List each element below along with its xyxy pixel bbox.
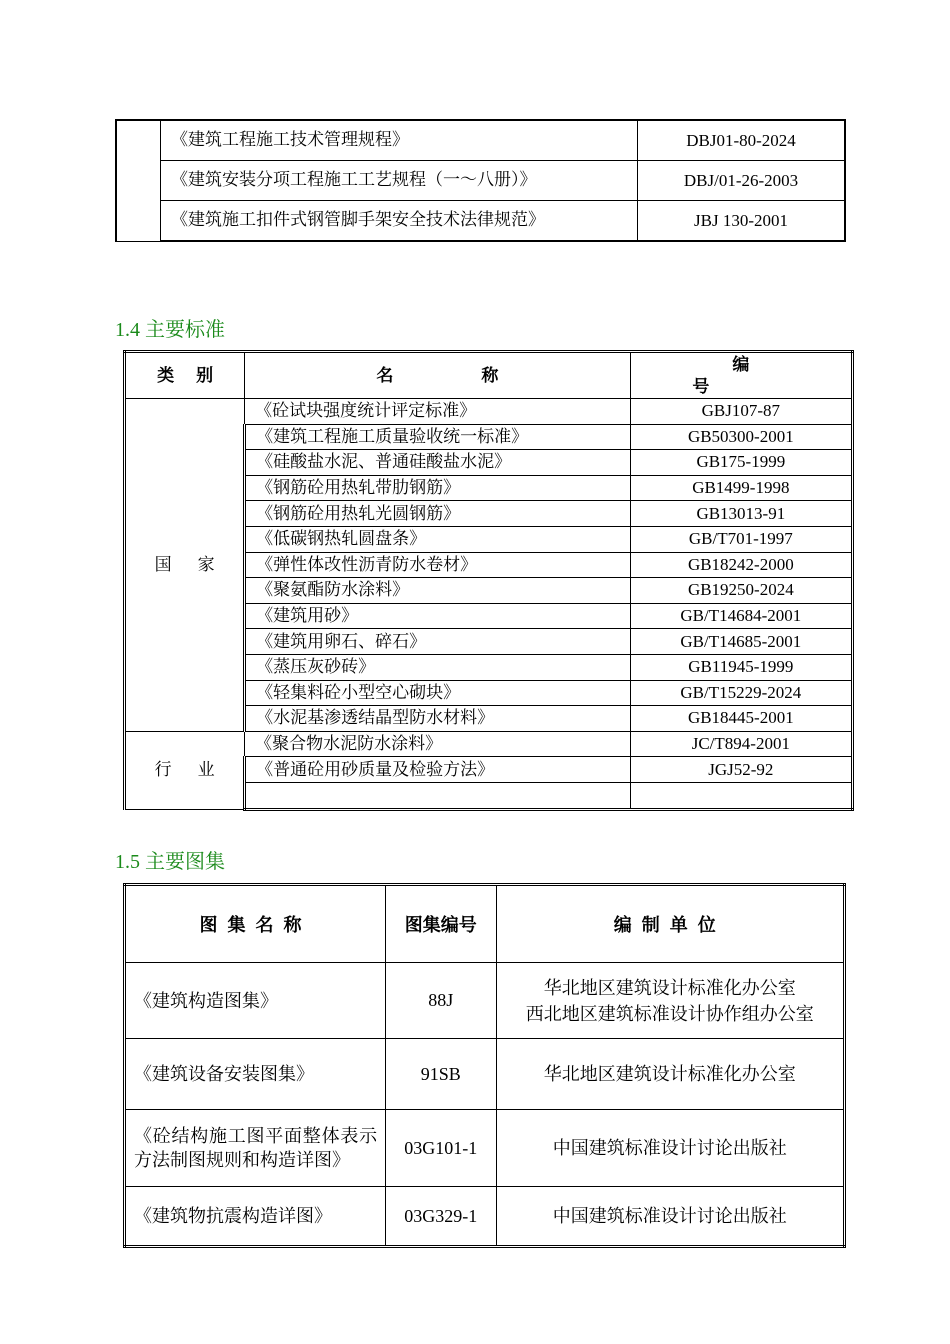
standard-name: 《轻集料砼小型空心砌块》 <box>245 680 631 706</box>
standard-code: GB175-1999 <box>630 450 852 476</box>
table-row <box>116 201 845 242</box>
atlas-name: 《砼结构施工图平面整体表示方法制图规则和构造详图》 <box>125 1110 386 1187</box>
atlas-code: 03G101-1 <box>386 1110 496 1187</box>
column-header-atlas-code: 图集编号 <box>386 885 496 963</box>
table-row <box>125 731 853 757</box>
standard-name: 《钢筋砼用热轧带肋钢筋》 <box>245 475 631 501</box>
table-row <box>116 161 845 201</box>
standard-code: GB18445-2001 <box>630 706 852 732</box>
standard-code: JBJ 130-2001 <box>638 201 846 242</box>
standard-code <box>630 782 852 809</box>
compiler-unit <box>496 1187 844 1247</box>
standard-code: GB11945-1999 <box>630 654 852 680</box>
standard-name: 《聚合物水泥防水涂料》 <box>245 731 631 757</box>
atlas-code: 03G329-1 <box>386 1187 496 1247</box>
standard-name: 《建筑工程施工质量验收统一标准》 <box>245 424 631 450</box>
standard-code: JC/T894-2001 <box>630 731 852 757</box>
standard-name: 《建筑用砂》 <box>245 603 631 629</box>
column-header-code: 编号 <box>630 352 852 399</box>
standard-name: 《蒸压灰砂砖》 <box>245 654 631 680</box>
section-heading-main-standards: 1.4 主要标准 <box>115 319 225 341</box>
category-national: 国家 <box>125 399 245 732</box>
category-cell <box>116 120 161 241</box>
section-heading-main-atlases: 1.5 主要图集 <box>115 851 225 873</box>
table-header-row <box>125 885 845 963</box>
standard-name: 《硅酸盐水泥、普通硅酸盐水泥》 <box>245 450 631 476</box>
atlas-name: 《建筑构造图集》 <box>125 963 386 1039</box>
compiler-line: 西北地区建筑标准设计协作组办公室 <box>525 1003 814 1024</box>
standard-code: GB13013-91 <box>630 501 852 527</box>
standard-code: GB/T701-1997 <box>630 526 852 552</box>
standard-name: 《聚氨酯防水涂料》 <box>245 578 631 604</box>
standard-code: GB/T15229-2024 <box>630 680 852 706</box>
compiler-line: 华北地区建筑设计标准化办公室 <box>543 1064 796 1084</box>
standard-name: 《建筑施工扣件式钢管脚手架安全技术法律规范》 <box>161 201 638 242</box>
main-standards-table <box>123 350 854 811</box>
column-header-category: 类别 <box>125 352 245 399</box>
continuation-standards-table <box>115 119 846 242</box>
compiler-line: 中国建筑标准设计讨论出版社 <box>552 1138 787 1158</box>
column-header-compiler: 编制单位 <box>496 885 844 963</box>
standard-name <box>245 782 631 809</box>
standard-code: DBJ01-80-2024 <box>638 120 846 161</box>
compiler-unit <box>496 963 844 1039</box>
table-row <box>125 963 845 1039</box>
standard-name: 《普通砼用砂质量及检验方法》 <box>245 757 631 783</box>
column-header-name: 名称 <box>245 352 631 399</box>
standard-code: GB50300-2001 <box>630 424 852 450</box>
standard-code: GB/T14684-2001 <box>630 603 852 629</box>
standard-code: GB18242-2000 <box>630 552 852 578</box>
standard-code: DBJ/01-26-2003 <box>638 161 846 201</box>
standard-code: JGJ52-92 <box>630 757 852 783</box>
table-header-row <box>125 352 853 399</box>
standard-name: 《砼试块强度统计评定标准》 <box>245 399 631 425</box>
category-industry: 行业 <box>125 731 245 809</box>
atlas-code: 88J <box>386 963 496 1039</box>
table-row <box>116 120 845 161</box>
standard-name: 《建筑工程施工技术管理规程》 <box>161 120 638 161</box>
compiler-line: 华北地区建筑设计标准化办公室 <box>543 977 796 998</box>
table-row <box>125 1187 845 1247</box>
standard-name: 《弹性体改性沥青防水卷材》 <box>245 552 631 578</box>
compiler-line: 中国建筑标准设计讨论出版社 <box>552 1206 787 1226</box>
main-atlases-table <box>123 883 846 1248</box>
standard-code: GBJ107-87 <box>630 399 852 425</box>
table-row <box>125 399 853 425</box>
standard-name: 《水泥基渗透结晶型防水材料》 <box>245 706 631 732</box>
atlas-code: 91SB <box>386 1039 496 1110</box>
atlas-name: 《建筑物抗震构造详图》 <box>125 1187 386 1247</box>
standard-name: 《建筑安装分项工程施工工艺规程（一～八册）》 <box>161 161 638 201</box>
standard-code: GB1499-1998 <box>630 475 852 501</box>
table-row <box>125 1110 845 1187</box>
standard-code: GB19250-2024 <box>630 578 852 604</box>
compiler-unit <box>496 1039 844 1110</box>
standard-name: 《低碳钢热轧圆盘条》 <box>245 526 631 552</box>
column-header-atlas-name: 图集名称 <box>125 885 386 963</box>
atlas-name: 《建筑设备安装图集》 <box>125 1039 386 1110</box>
compiler-unit <box>496 1110 844 1187</box>
standard-name: 《建筑用卵石、碎石》 <box>245 629 631 655</box>
standard-code: GB/T14685-2001 <box>630 629 852 655</box>
table-row <box>125 1039 845 1110</box>
standard-name: 《钢筋砼用热轧光圆钢筋》 <box>245 501 631 527</box>
